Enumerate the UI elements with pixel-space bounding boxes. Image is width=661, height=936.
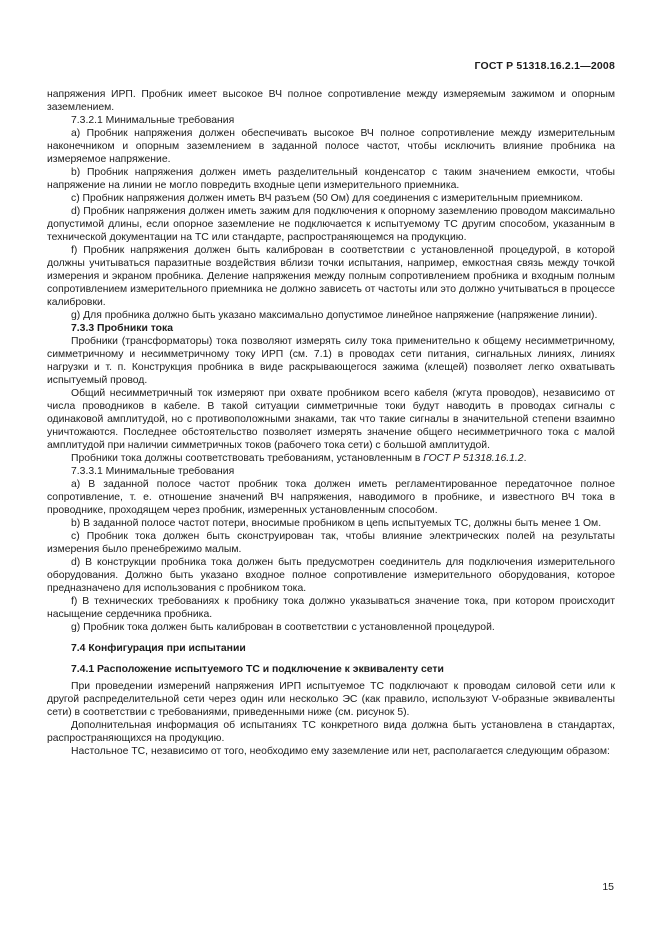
paragraph — [47, 719, 615, 745]
paragraph — [47, 88, 615, 114]
text-run: b) В заданной полосе частот потери, вносимые пробником в цепь испытуемых ТС, должны быть менее 1 Ом. — [71, 518, 602, 529]
section-heading — [47, 663, 615, 676]
text-run: g) Пробник тока должен быть калиброван в соответствии с установленной процедурой. — [71, 622, 495, 633]
document-code: ГОСТ Р 51318.16.2.1—2008 — [474, 60, 615, 72]
text-run: Настольное ТС, независимо от того, необходимо ему заземление или нет, располагается следующим образом: — [71, 746, 610, 757]
text-run: Общий несимметричный ток измеряют при охвате пробником всего кабеля (жгута проводов), независимо от числа проводников в кабеле. В такой ситуации симметричные токи будут наводить в проводах сигналы с одинаковой амплитудой, но с противоположными знаками, так что такие сигналы в значительной степени взаимно уничтожаются. Последнее обстоятельство позволяет измерять значение общего несимметричного тока с малой амплитудой при наличии симметричных токов (рабочего тока сети) с большой амплитудой. — [47, 388, 615, 451]
paragraph — [47, 621, 615, 634]
text-run: c) Пробник напряжения должен иметь ВЧ разъем (50 Ом) для соединения с измерительным приемником. — [71, 193, 584, 204]
text-run: 7.3.3 Пробники тока — [71, 323, 173, 334]
paragraph — [47, 745, 615, 758]
text-run: . — [523, 453, 527, 464]
section-subheading — [47, 465, 615, 478]
paragraph — [47, 452, 615, 465]
text-run: f) Пробник напряжения должен быть калиброван в соответствии с установленной процедурой, в которой должны учитываться паразитные воздействия вблизи точки испытания, например, емкостная связь между точкой измерения и экраном пробника. Деление напряжения между полным сопротивлением пробника и входным полным сопротивлением измерительного приемника не должно зависеть от частоты или это должно учитываться в процессе калибровки. — [47, 245, 615, 308]
text-run: Пробники тока должны соответствовать требованиям, установленным в — [71, 453, 424, 464]
text-run: a) В заданной полосе частот пробник тока должен иметь регламентированное передаточное полное сопротивление, т. е. отношение значений ВЧ напряжения, наводимого в пробнике, и известного ВЧ тока в проводнике, проходящем через пробник, измеренных установленным способом. — [47, 479, 615, 516]
section-heading — [47, 322, 615, 335]
text-run: Дополнительная информация об испытаниях ТС конкретного вида должна быть установлена в стандартах, распространяющихся на продукцию. — [47, 720, 615, 744]
paragraph — [47, 192, 615, 205]
text-run: 7.4.1 Расположение испытуемого ТС и подключение к эквиваленту сети — [71, 664, 444, 675]
running-header — [47, 60, 615, 72]
text-run: g) Для пробника должно быть указано максимально допустимое линейное напряжение (напряжение линии). — [71, 310, 598, 321]
paragraph — [47, 556, 615, 595]
paragraph — [47, 478, 615, 517]
paragraph — [47, 595, 615, 621]
paragraph — [47, 387, 615, 452]
text-run: 7.3.2.1 Минимальные требования — [71, 115, 235, 126]
text-run: Пробники (трансформаторы) тока позволяют измерять силу тока применительно к общему несимметричному, симметричному и несимметричному току ИРП (см. 7.1) в проводах сети питания, сигнальных линиях, линиях нагрузки и т. п. Конструкция пробника в виде раскрывающегося зажима (клещей) позволяет легко охватывать испытуемый провод. — [47, 336, 615, 386]
text-run: ГОСТ Р 51318.16.1.2 — [423, 453, 524, 464]
section-subheading — [47, 114, 615, 127]
paragraph — [47, 205, 615, 244]
page-number: 15 — [602, 881, 614, 893]
text-run: b) Пробник напряжения должен иметь разделительный конденсатор с таким значением емкости, чтобы напряжение на линии не могло повредить входные цепи измерительного приемника. — [47, 167, 615, 191]
paragraph — [47, 335, 615, 387]
paragraph — [47, 127, 615, 166]
paragraph — [47, 517, 615, 530]
text-run: 7.4 Конфигурация при испытании — [71, 643, 246, 654]
paragraph — [47, 244, 615, 309]
paragraph — [47, 530, 615, 556]
section-heading — [47, 642, 615, 655]
page-footer — [602, 881, 614, 893]
text-run: напряжения ИРП. Пробник имеет высокое ВЧ полное сопротивление между измеряемым зажимом и опорным заземлением. — [47, 89, 615, 113]
paragraph — [47, 166, 615, 192]
document-body — [47, 88, 615, 758]
paragraph — [47, 309, 615, 322]
text-run: f) В технических требованиях к пробнику тока должно указываться значение тока, при котором происходит насыщение сердечника пробника. — [47, 596, 615, 620]
text-run: d) В конструкции пробника тока должен быть предусмотрен соединитель для подключения измерительного оборудования. Должно быть указано входное полное сопротивление измерительного оборудования, которое предназначено для использования с пробником тока. — [47, 557, 615, 594]
text-run: При проведении измерений напряжения ИРП испытуемое ТС подключают к проводам силовой сети или к другой распределительной сети через один или несколько ЭС (как правило, используют V-образные эквиваленты сети) в соответствии с требованиями, приведенными ниже (см. рисунок 5). — [47, 681, 615, 718]
text-run: 7.3.3.1 Минимальные требования — [71, 466, 235, 477]
text-run: c) Пробник тока должен быть сконструирован так, чтобы влияние электрических полей на результаты измерения было пренебрежимо малым. — [47, 531, 615, 555]
text-run: d) Пробник напряжения должен иметь зажим для подключения к опорному заземлению проводом максимально допустимой длины, если опорное заземление не подключается к испытуемому ТС другим способом, указанным в технической документации на ТС или стандарте, распространяющемся на продукцию. — [47, 206, 615, 243]
paragraph — [47, 680, 615, 719]
text-run: a) Пробник напряжения должен обеспечивать высокое ВЧ полное сопротивление между измерительным наконечником и опорным заземлением в заданной полосе частот, чтобы исключить влияние пробника на измеряемое напряжение. — [47, 128, 615, 165]
